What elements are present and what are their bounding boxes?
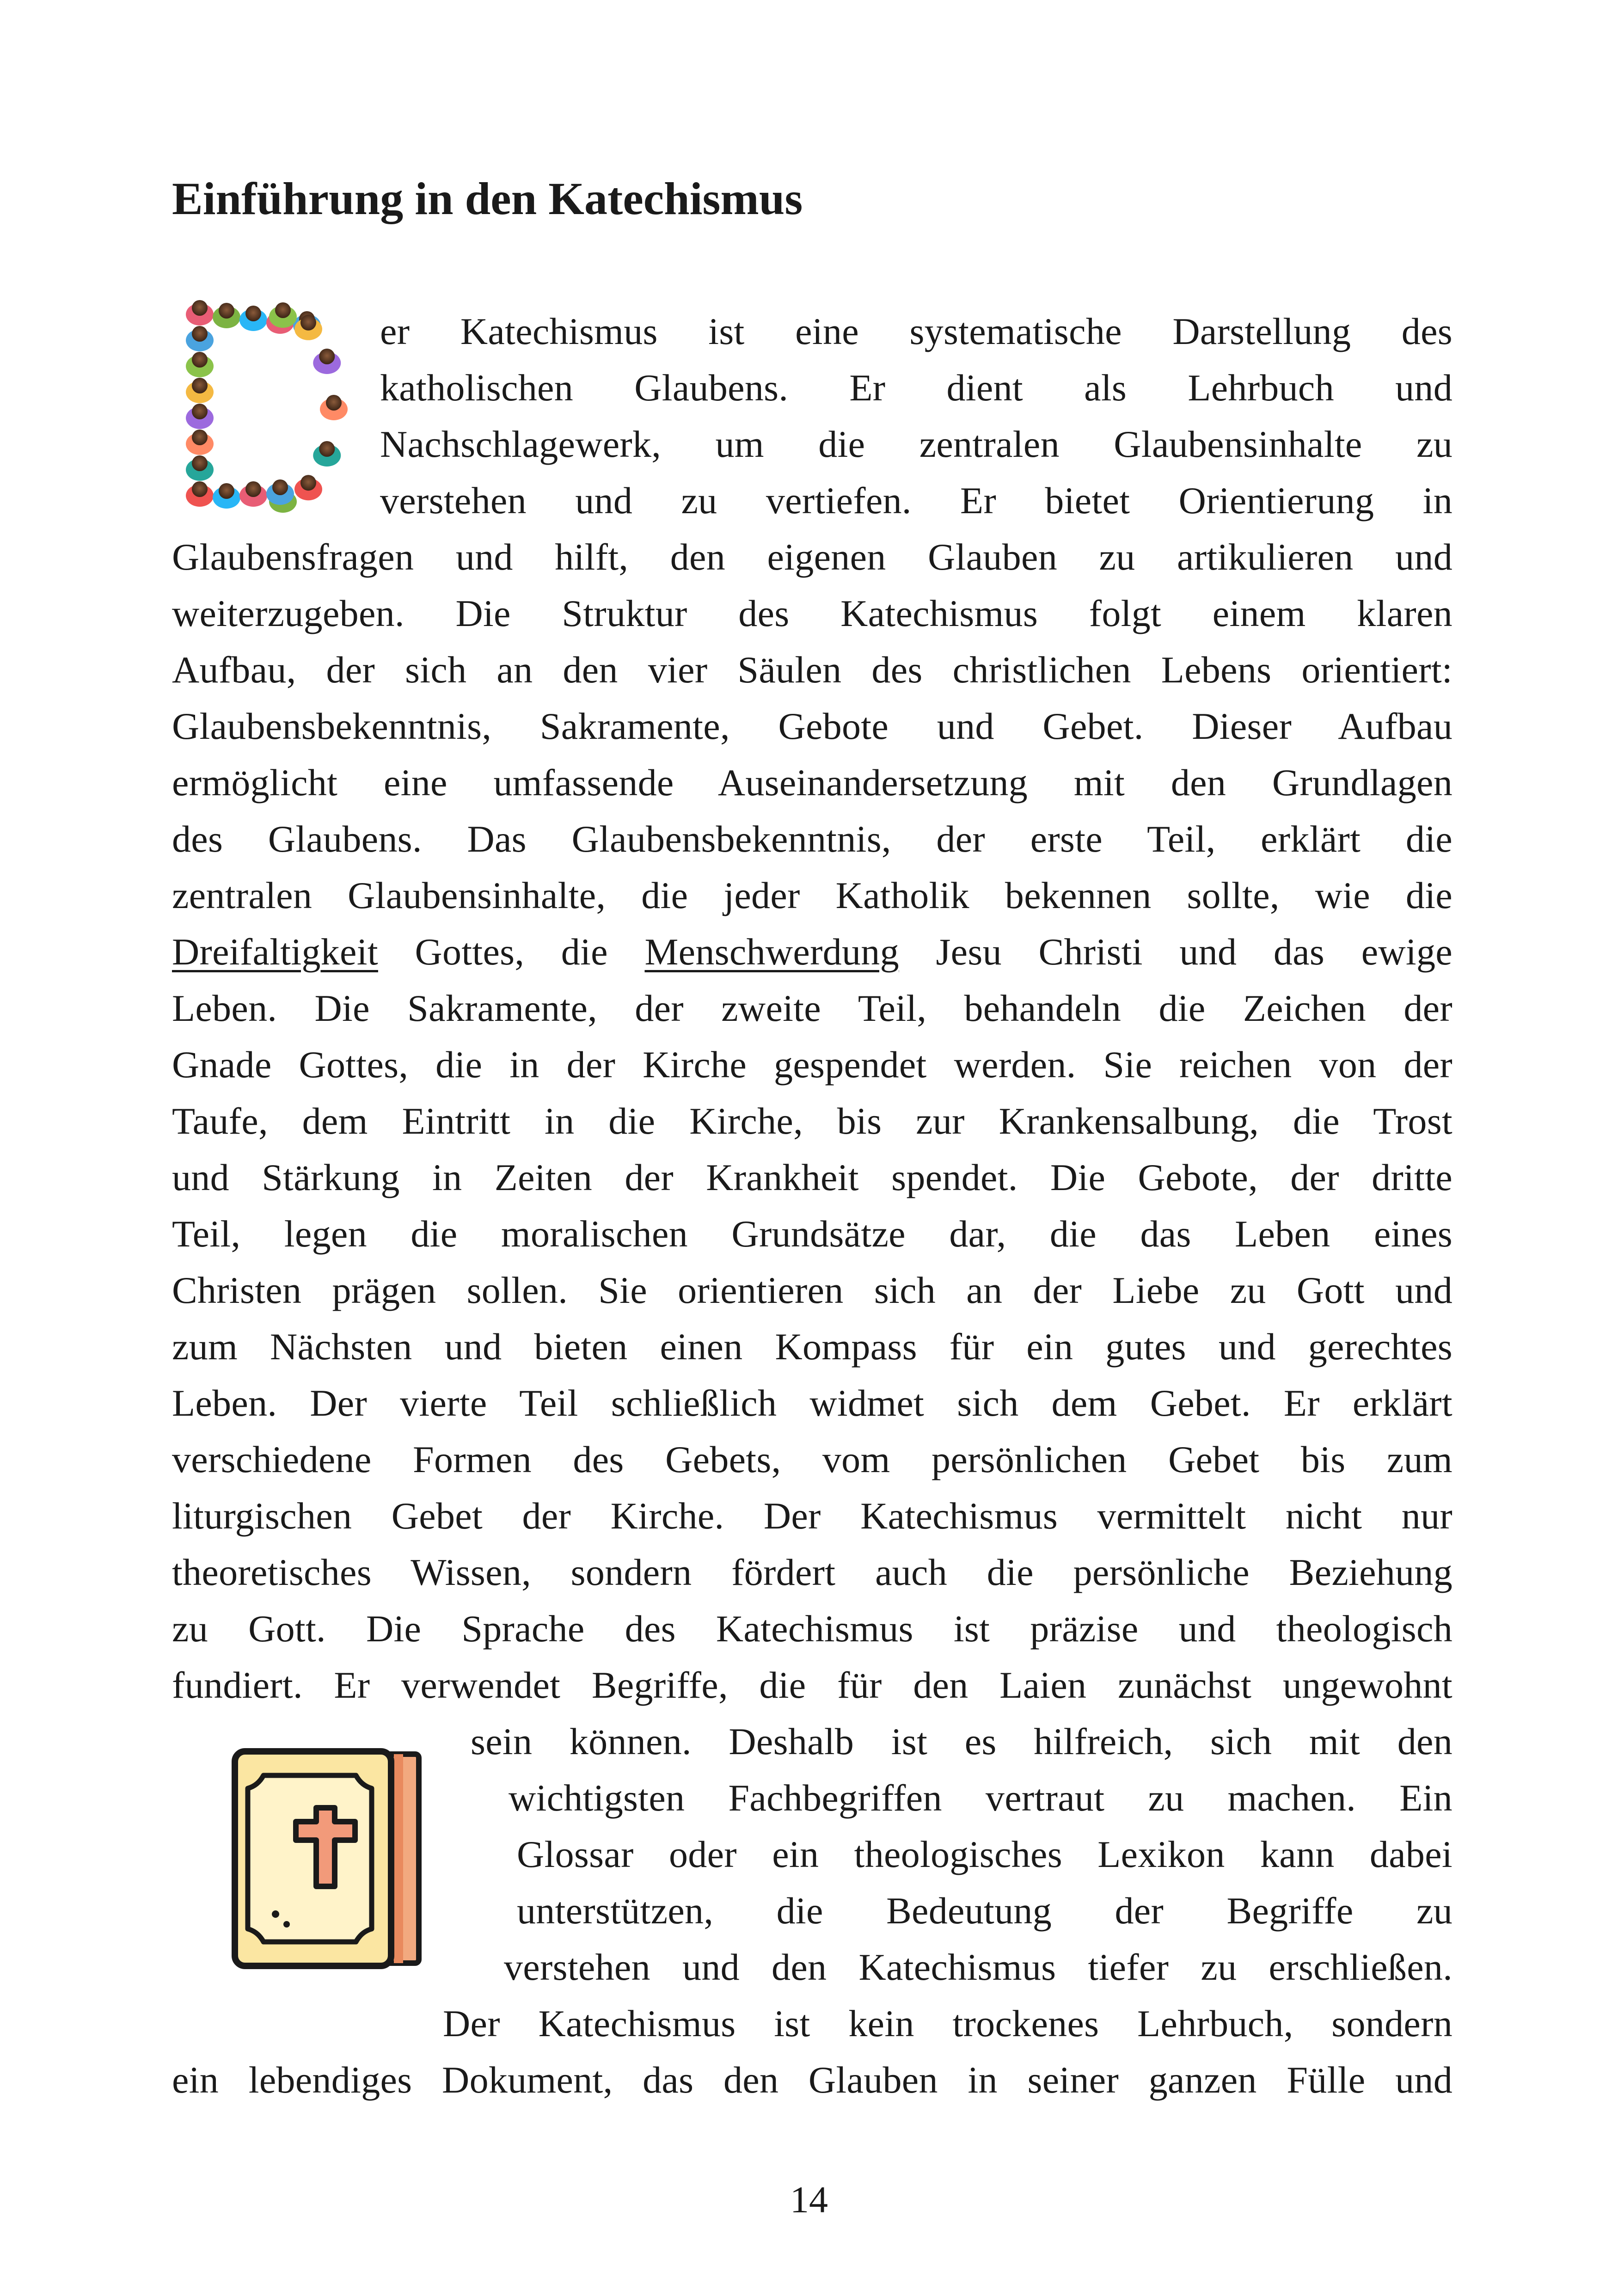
child-figure (186, 481, 214, 507)
text-line: Leben. Die Sakramente, der zweite Teil, behandeln die Zeichen der (172, 987, 1453, 1029)
text-line: unterstützen, die Bedeutung der Begriffe zu (517, 1890, 1453, 1932)
text-line: ermöglicht eine umfassende Auseinandersetzung mit den Grundlagen (172, 761, 1453, 804)
text-line: verstehen und zu vertiefen. Er bietet Orientierung in (380, 479, 1453, 522)
text-line: verstehen und den Katechismus tiefer zu erschließen. (504, 1946, 1453, 1988)
text-line: Aufbau, der sich an den vier Säulen des christlichen Lebens orientiert: (172, 649, 1453, 691)
text-line: des Glaubens. Das Glaubensbekenntnis, der erste Teil, erklärt die (172, 818, 1453, 860)
text-line: Der Katechismus ist kein trockenes Lehrbuch, sondern (443, 2002, 1453, 2044)
text-line: Gnade Gottes, die in der Kirche gespendet werden. Sie reichen von der (172, 1044, 1453, 1086)
text-line: theoretisches Wissen, sondern fördert auch die persönliche Beziehung (172, 1551, 1453, 1593)
bible-book-icon (231, 1748, 425, 1970)
text-line: zu Gott. Die Sprache des Katechismus ist präzise und theologisch (172, 1608, 1453, 1650)
text-line: Glaubensbekenntnis, Sakramente, Gebote und Gebet. Dieser Aufbau (172, 705, 1453, 747)
text-line: Nachschlagewerk, um die zentralen Glaubensinhalte zu (380, 423, 1453, 465)
text-line: ein lebendiges Dokument, das den Glauben in seiner ganzen Fülle und (172, 2059, 1453, 2101)
child-figure (186, 300, 214, 325)
child-figure (213, 303, 240, 328)
text-line: zum Nächsten und bieten einen Kompass für ein gutes und gerechtes (172, 1326, 1453, 1368)
page-number: 14 (790, 2179, 828, 2221)
text-line: Leben. Der vierte Teil schließlich widmet sich dem Gebet. Er erklärt (172, 1382, 1453, 1424)
text-line: weiterzugeben. Die Struktur des Katechismus folgt einem klaren (172, 592, 1453, 634)
keyword-dreifaltigkeit: Dreifaltigkeit (172, 931, 378, 973)
text-line: Glaubensfragen und hilft, den eigenen Glauben zu artikulieren und (172, 536, 1453, 578)
child-figure (186, 352, 214, 377)
text-line: sein können. Deshalb ist es hilfreich, sich mit den (471, 1720, 1453, 1762)
child-figure (239, 481, 267, 507)
dropcap-children-icon (172, 296, 357, 513)
child-figure (313, 441, 341, 467)
child-figure (186, 455, 214, 481)
child-figure (186, 404, 214, 429)
text-line: wichtigsten Fachbegriffen vertraut zu machen. Ein (509, 1777, 1453, 1819)
keyword-menschwerdung: Menschwerdung (644, 931, 899, 973)
child-figure (186, 430, 214, 455)
text-line: Teil, legen die moralischen Grundsätze dar, die das Leben eines (172, 1213, 1453, 1255)
text-line: fundiert. Er verwendet Begriffe, die für den Laien zunächst ungewohnt (172, 1664, 1453, 1706)
child-figure (186, 326, 214, 351)
text-line: er Katechismus ist eine systematische Darstellung des (380, 310, 1453, 352)
child-figure (313, 349, 341, 374)
child-figure (320, 395, 348, 420)
text-line: verschiedene Formen des Gebets, vom persönlichen Gebet bis zum (172, 1438, 1453, 1480)
text-line: Christen prägen sollen. Sie orientieren sich an der Liebe zu Gott und (172, 1269, 1453, 1311)
text-line: liturgischen Gebet der Kirche. Der Katechismus vermittelt nicht nur (172, 1495, 1453, 1537)
child-figure (186, 378, 214, 403)
child-figure (269, 302, 297, 328)
child-figure (213, 483, 240, 509)
text-line: Glossar oder ein theologisches Lexikon kann dabei (517, 1833, 1453, 1875)
text-line: zentralen Glaubensinhalte, die jeder Katholik bekennen sollte, wie die (172, 874, 1453, 916)
text-line-with-keywords: Dreifaltigkeit Gottes, die Menschwerdung Jesu Christi und das ewige (172, 931, 1453, 973)
child-figure (266, 479, 294, 505)
text-line: und Stärkung in Zeiten der Krankheit spendet. Die Gebote, der dritte (172, 1156, 1453, 1198)
text-line: katholischen Glaubens. Er dient als Lehrbuch und (380, 367, 1453, 409)
page-heading: Einführung in den Katechismus (172, 173, 803, 224)
text-line: Taufe, dem Eintritt in die Kirche, bis zur Krankensalbung, die Trost (172, 1100, 1453, 1142)
child-figure (294, 475, 322, 500)
child-figure (239, 306, 267, 331)
